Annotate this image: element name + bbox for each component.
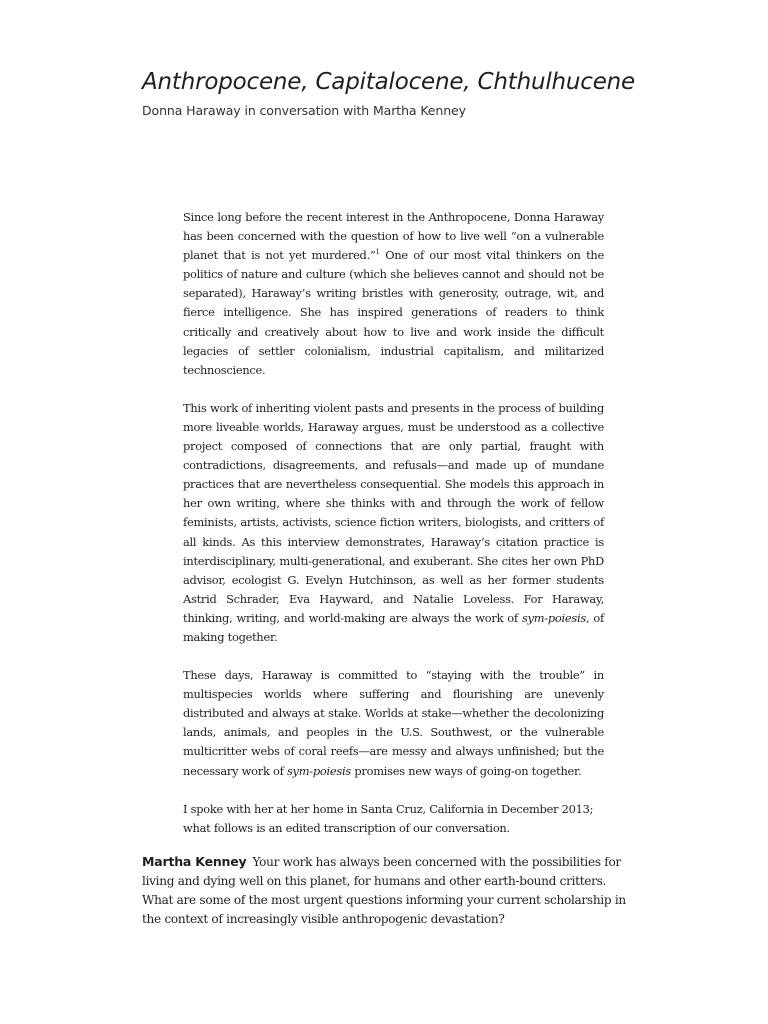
intro-p1-text: Since long before the recent interest in the Anthropocene, Donna Haraway has been concerned with the question of how to live well “on a vulnerable planet that is not yet murdered.” — [183, 210, 604, 263]
intro-p2-text: This work of inheriting violent pasts and presents in the process of building more liveable worlds, Haraway argues, must be understood as a collective project composed of connections that are only partial, fraught with contradictions, disagreements, and refusals—and made up of mundane practices that are nevertheless consequential. She models this approach in her own writing, where she thinks with and through the work of fellow feminists, artists, activists, science fiction writers, biologists, and critters of all kinds. As this interview demonstrates, Haraway’s citation practice is interdisciplinary, multi-generational, and exuberant. She cites her own PhD advisor, ecologist G. Evelyn Hutchinson, as well as her former students Astrid Schrader, Eva Hayward, and Natalie Loveless. For Haraway, thinking, writing, and world-making are always the work of — [183, 400, 604, 625]
intro-paragraph — [183, 399, 604, 647]
intro-paragraph — [183, 800, 604, 838]
article-subtitle: Donna Haraway in conversation with Martha Kenney — [142, 103, 466, 118]
interview-question — [142, 852, 628, 929]
introduction — [183, 208, 604, 857]
question-text: Your work has always been concerned with the possibilities for living and dying well on this planet, for humans and other earth-bound critters. What are some of the most urgent questions informing your current scholarship in the context of increasingly visible anthropogenic devastation? — [142, 855, 626, 927]
intro-p2-emphasis: sym-poiesis — [521, 610, 586, 625]
intro-paragraph — [183, 208, 604, 380]
intro-p2-end: , of making together. — [183, 610, 604, 644]
intro-p1-rest: One of our most vital thinkers on the politics of nature and culture (which she believes cannot and should not be separated), Haraway’s writing bristles with generosity, outrage, wit, and fierce intelligence. She has inspired generations of readers to think critically and creatively about how to live and work inside the difficult legacies of settler colonialism, industrial capitalism, and militarized technoscience. — [183, 248, 604, 377]
article-title: Anthropocene, Capitalocene, Chthulhucene — [142, 69, 635, 95]
speaker-name: Martha Kenney — [142, 854, 247, 869]
intro-p4-text: I spoke with her at her home in Santa Cruz, California in December 2013; what follows is an edited transcription of our conversation. — [183, 801, 594, 835]
intro-p3-end: promises new ways of going-on together. — [351, 763, 582, 778]
intro-p3-emphasis: sym-poiesis — [286, 763, 352, 778]
intro-p3-text: These days, Haraway is committed to “staying with the trouble” in multispecies worlds where suffering and flourishing are unevenly distributed and always at stake. Worlds at stake—whether the decolonizing lands, animals, and peoples in the U.S. Southwest, or the vulnerable multicritter webs of coral reefs—are messy and always unfinished; but the necessary work of — [183, 668, 604, 778]
intro-paragraph — [183, 666, 604, 781]
footnote-marker[interactable]: 1 — [375, 248, 380, 257]
